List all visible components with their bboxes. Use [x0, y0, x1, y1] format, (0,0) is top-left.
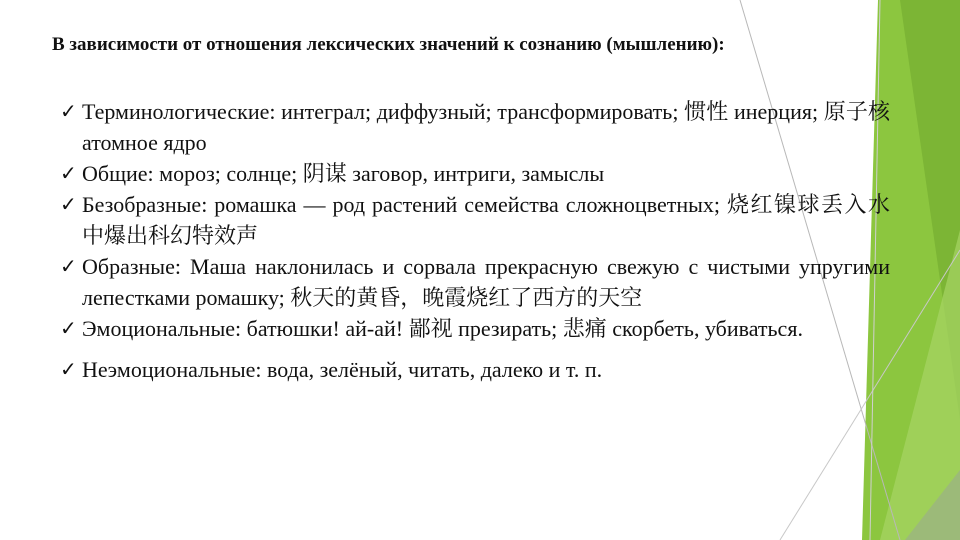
bullet-text: Неэмоциональные: вода, зелёный, читать, далеко и т. п. — [82, 357, 603, 382]
bullet-text: Терминологические: интеграл; диффузный; трансформировать; 惯性 инерция; 原子核 атомное ядро — [82, 99, 890, 155]
bullet-figurative — [60, 251, 890, 313]
bullet-emotional — [60, 313, 890, 344]
bullet-text: Эмоциональные: батюшки! ай-ай! 鄙视 презирать; 悲痛 скорбеть, убиваться. — [82, 316, 803, 341]
bullet-non-emotional — [60, 354, 890, 385]
bullet-text: Общие: мороз; солнце; 阴谋 заговор, интриги, замыслы — [82, 161, 605, 186]
bullet-text: Безобразные: ромашка — род растений семейства сложноцветных; 烧红镍球丢入水中爆出科幻特效声 — [82, 192, 890, 248]
check-icon: ✓ — [60, 254, 77, 278]
check-icon: ✓ — [60, 99, 77, 123]
bullet-terminological — [60, 96, 890, 158]
bullet-non-figurative — [60, 189, 890, 251]
check-icon: ✓ — [60, 316, 77, 340]
bullet-list — [60, 96, 890, 385]
check-icon: ✓ — [60, 357, 77, 381]
slide-heading: В зависимости от отношения лексических значений к сознанию (мышлению): — [52, 34, 725, 55]
bullet-common — [60, 158, 890, 189]
check-icon: ✓ — [60, 192, 77, 216]
bullet-text: Образные: Маша наклонилась и сорвала прекрасную свежую с чистыми упругими лепестками ромашку; 秋天的黄昏，晚霞烧红了西方的天空 — [82, 254, 890, 310]
check-icon: ✓ — [60, 161, 77, 185]
